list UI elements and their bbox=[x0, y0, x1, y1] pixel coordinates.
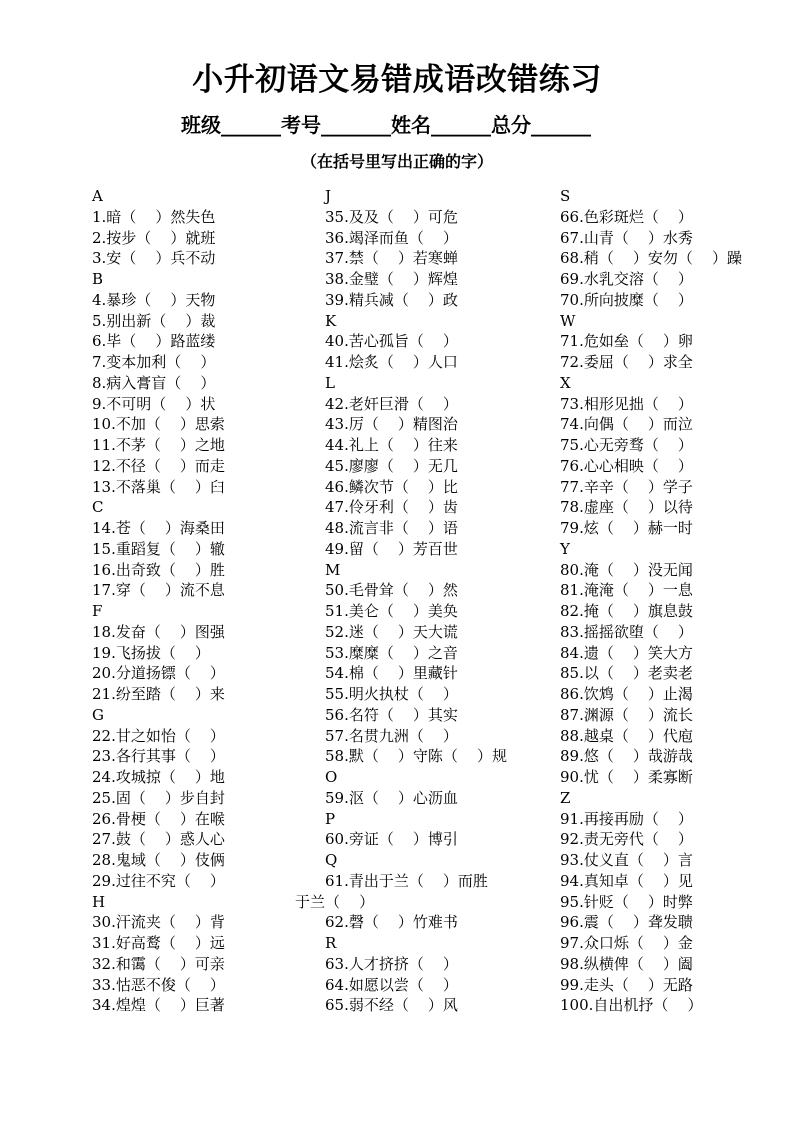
exercise-item: 34.煌煌（ ）巨著 bbox=[92, 996, 225, 1015]
exercise-item: 21.纷至踏（ ）来 bbox=[92, 685, 225, 703]
exercise-item: 33.怙恶不俊（ ） bbox=[92, 975, 225, 994]
exercise-item: 5.别出新（ ）裁 bbox=[92, 311, 216, 330]
exercise-item: 51.美仑（ ）美奂 bbox=[325, 602, 458, 620]
section-letter: G bbox=[92, 705, 104, 724]
exercise-item: 64.如愿以尝（ ） bbox=[325, 975, 458, 994]
section-letter: W bbox=[560, 311, 576, 330]
exercise-item: 10.不加（ ）思索 bbox=[92, 415, 225, 434]
exercise-item: 3.安（ ）兵不动 bbox=[92, 249, 216, 268]
exercise-item: 55.明火执杖（ ） bbox=[325, 685, 458, 703]
exercise-item: 23.各行其事（ ） bbox=[92, 747, 225, 766]
section-letter: S bbox=[560, 187, 571, 205]
exercise-item: 97.众口烁（ ）金 bbox=[560, 934, 693, 952]
exercise-item: 95.针贬（ ）时弊 bbox=[560, 892, 693, 911]
exercise-item: 41.烩炙（ ）人口 bbox=[325, 353, 458, 371]
exercise-item: 68.稍（ ）安勿（ ）躁 bbox=[560, 249, 743, 268]
exercise-item: 98.纵横俾（ ）阖 bbox=[560, 954, 693, 973]
exercise-item: 19.飞扬拔（ ） bbox=[92, 643, 210, 662]
exercise-item: 4.暴珍（ ）天物 bbox=[92, 290, 216, 309]
exercise-item: 44.礼上（ ）往来 bbox=[325, 436, 458, 454]
exercise-item: 45.廖廖（ ）无几 bbox=[325, 456, 458, 475]
section-letter: Q bbox=[325, 851, 338, 869]
exercise-item: 9.不可明（ ）状 bbox=[92, 394, 216, 413]
exercise-item: 74.向偶（ ）而泣 bbox=[560, 415, 693, 434]
section-letter: O bbox=[325, 768, 338, 786]
exercise-item: 18.发奋（ ）图强 bbox=[92, 622, 225, 641]
exercise-item: 73.相形见拙（ ） bbox=[560, 394, 693, 413]
exercise-item: 14.苍（ ）海桑田 bbox=[92, 519, 225, 537]
exercise-item: 27.鼓（ ）惑人心 bbox=[92, 830, 225, 849]
exercise-item: 25.固（ ）步自封 bbox=[92, 788, 225, 807]
exercise-item: 42.老奸巨滑（ ） bbox=[325, 394, 458, 413]
exercise-item: 76.心心相映（ ） bbox=[560, 456, 693, 475]
section-letter: M bbox=[325, 560, 341, 579]
section-letter: J bbox=[325, 187, 332, 205]
exercise-item: 49.留（ ）芳百世 bbox=[325, 539, 458, 558]
exercise-item: 75.心无旁骛（ ） bbox=[560, 436, 693, 454]
exercise-item: 96.震（ ）聋发聩 bbox=[560, 913, 693, 932]
section-letter: L bbox=[325, 373, 335, 392]
exercise-item: 50.毛骨耸（ ）然 bbox=[325, 581, 458, 600]
exercise-item: 6.毕（ ）路蓝缕 bbox=[92, 332, 216, 351]
exercise-item: 37.禁（ ）若寒蝉 bbox=[325, 249, 458, 268]
instruction: （在括号里写出正确的字） bbox=[300, 152, 493, 171]
exercise-item: 94.真知卓（ ）见 bbox=[560, 871, 693, 890]
exercise-item: 52.迷（ ）天大谎 bbox=[325, 622, 458, 641]
exercise-item: 100.自出机抒（ ） bbox=[560, 996, 703, 1015]
exercise-item: 71.危如垒（ ）卵 bbox=[560, 332, 693, 351]
exercise-item: 84.遗（ ）笑大方 bbox=[560, 643, 693, 662]
exercise-item: 2.按步（ ）就班 bbox=[92, 228, 216, 247]
exercise-item: 15.重蹈复（ ）辙 bbox=[92, 539, 225, 558]
exercise-item: 91.再接再励（ ） bbox=[560, 809, 693, 828]
exercise-item: 12.不径（ ）而走 bbox=[92, 456, 225, 475]
exercise-item: 80.淹（ ）没无闻 bbox=[560, 560, 693, 579]
exercise-item: 90.忧（ ）柔寡断 bbox=[560, 768, 693, 786]
exercise-item: 24.攻城掠（ ）地 bbox=[92, 768, 225, 786]
exercise-item: 35.及及（ ）可危 bbox=[325, 207, 458, 226]
exercise-item: 61.青出于兰（ ）而胜 bbox=[325, 871, 488, 890]
exercise-item: 86.饮鸩（ ）止渴 bbox=[560, 685, 693, 703]
exercise-item: 69.水乳交溶（ ） bbox=[560, 270, 693, 288]
exercise-item: 1.暗（ ）然失色 bbox=[92, 207, 216, 226]
exercise-item: 82.掩（ ）旗息鼓 bbox=[560, 602, 693, 620]
exercise-item: 38.金璧（ ）辉煌 bbox=[325, 270, 458, 288]
exercise-item: 58.默（ ）守陈（ ）规 bbox=[325, 747, 508, 766]
section-letter: K bbox=[325, 311, 337, 330]
exercise-item: 54.棉（ ）里藏针 bbox=[325, 664, 458, 683]
section-letter: R bbox=[325, 934, 337, 952]
exercise-item-continuation: 于兰（ ） bbox=[295, 892, 375, 911]
exercise-column-1 bbox=[92, 186, 322, 1016]
section-letter: B bbox=[92, 270, 104, 288]
section-letter: Z bbox=[560, 788, 571, 807]
exercise-item: 39.精兵减（ ）政 bbox=[325, 290, 458, 309]
exercise-item: 88.越桌（ ）代庖 bbox=[560, 726, 693, 745]
exercise-item: 53.糜糜（ ）之音 bbox=[325, 643, 458, 662]
section-letter: C bbox=[92, 498, 104, 517]
exercise-item: 28.鬼域（ ）伎俩 bbox=[92, 851, 225, 869]
exercise-item: 32.和霭（ ）可亲 bbox=[92, 954, 225, 973]
exercise-item: 31.好高鹜（ ）远 bbox=[92, 934, 225, 952]
exercise-item: 60.旁证（ ）博引 bbox=[325, 830, 458, 849]
exercise-item: 46.鳞次节（ ）比 bbox=[325, 477, 458, 496]
exercise-item: 85.以（ ）老卖老 bbox=[560, 664, 693, 683]
exercise-item: 77.辛辛（ ）学子 bbox=[560, 477, 693, 496]
section-letter: X bbox=[560, 373, 571, 392]
exercise-item: 83.摇摇欲堕（ ） bbox=[560, 622, 693, 641]
section-letter: Y bbox=[560, 539, 570, 558]
exercise-item: 16.出奇致（ ）胜 bbox=[92, 560, 225, 579]
section-letter: F bbox=[92, 602, 103, 620]
exercise-item: 70.所向披糜（ ） bbox=[560, 290, 693, 309]
exercise-item: 89.悠（ ）哉游哉 bbox=[560, 747, 693, 766]
exercise-item: 99.走头（ ）无路 bbox=[560, 975, 693, 994]
exercise-item: 79.炫（ ）赫一时 bbox=[560, 519, 693, 537]
exercise-item: 65.弱不经（ ）风 bbox=[325, 996, 458, 1015]
exercise-item: 22.甘之如怡（ ） bbox=[92, 726, 225, 745]
exercise-item: 7.变本加利（ ） bbox=[92, 353, 216, 371]
exercise-item: 81.淹淹（ ）一息 bbox=[560, 581, 693, 600]
exercise-item: 78.虚座（ ）以待 bbox=[560, 498, 693, 517]
section-letter: A bbox=[92, 187, 103, 205]
exercise-item: 57.名贯九洲（ ） bbox=[325, 726, 458, 745]
exercise-item: 11.不茅（ ）之地 bbox=[92, 436, 225, 454]
exercise-item: 67.山青（ ）水秀 bbox=[560, 228, 693, 247]
exercise-item: 56.名符（ ）其实 bbox=[325, 705, 458, 724]
page-title: 小升初语文易错成语改错练习 bbox=[192, 62, 602, 98]
exercise-item: 72.委屈（ ）求全 bbox=[560, 353, 693, 371]
exercise-item: 93.仗义直（ ）言 bbox=[560, 851, 693, 869]
exercise-item: 36.竭泽而鱼（ ） bbox=[325, 228, 458, 247]
exercise-item: 30.汗流夹（ ）背 bbox=[92, 913, 225, 932]
exercise-item: 66.色彩斑烂（ ） bbox=[560, 207, 693, 226]
exercise-item: 43.厉（ ）精图治 bbox=[325, 415, 458, 434]
section-letter: P bbox=[325, 809, 336, 828]
exercise-item: 17.穿（ ）流不息 bbox=[92, 581, 225, 600]
exercise-item: 63.人才挤挤（ ） bbox=[325, 954, 458, 973]
exercise-item: 13.不落巢（ ）臼 bbox=[92, 477, 225, 496]
exercise-item: 87.渊源（ ）流长 bbox=[560, 705, 693, 724]
exercise-item: 48.流言非（ ）语 bbox=[325, 519, 458, 537]
exercise-column-3 bbox=[560, 186, 790, 1016]
exercise-item: 47.伶牙利（ ）齿 bbox=[325, 498, 458, 517]
exercise-item: 62.磬（ ）竹难书 bbox=[325, 913, 458, 932]
exercise-item: 26.骨梗（ ）在喉 bbox=[92, 809, 225, 828]
exercise-item: 40.苦心孤旨（ ） bbox=[325, 332, 458, 351]
exercise-item: 20.分道扬镖（ ） bbox=[92, 664, 225, 683]
exercise-column-2 bbox=[295, 186, 555, 1016]
exercise-item: 8.病入膏盲（ ） bbox=[92, 373, 216, 392]
section-letter: H bbox=[92, 892, 106, 911]
student-info-line: 班级______考号_______姓名______总分______ bbox=[181, 113, 591, 137]
exercise-item: 59.沤（ ）心沥血 bbox=[325, 788, 458, 807]
exercise-item: 92.责无旁代（ ） bbox=[560, 830, 693, 849]
exercise-item: 29.过往不究（ ） bbox=[92, 871, 225, 890]
